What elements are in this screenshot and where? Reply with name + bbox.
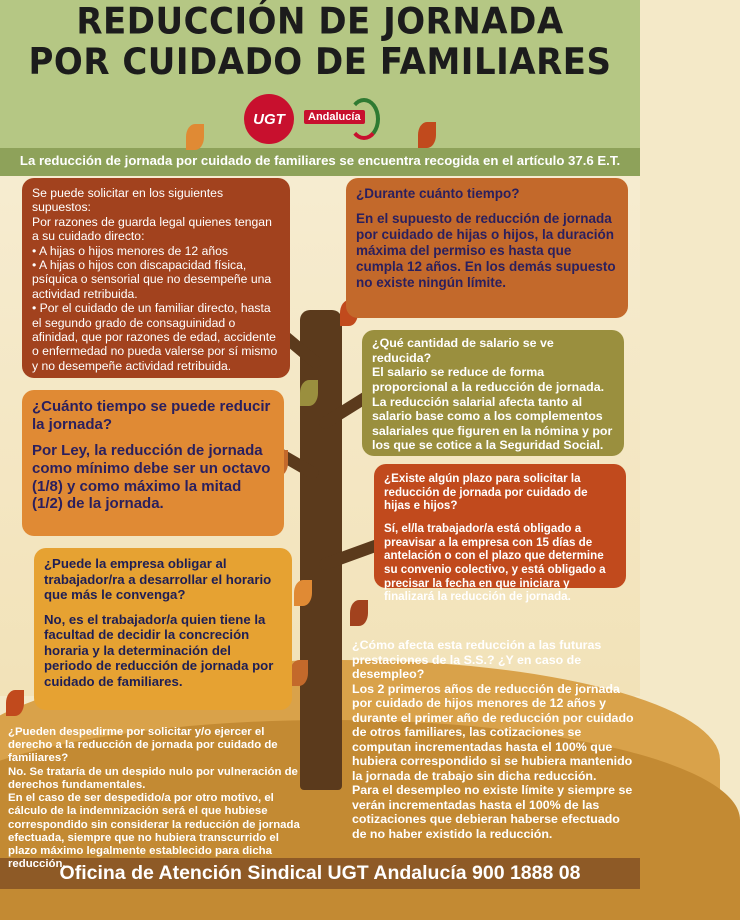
leaf <box>300 380 318 406</box>
cuanto-answer: Por Ley, la reducción de jornada como mínimo debe ser un octavo (1/8) y como máximo la mitad (1/2) de la jornada. <box>32 442 271 513</box>
duracion-question: ¿Durante cuánto tiempo? <box>356 186 520 201</box>
salario-question: ¿Qué cantidad de salario se ve reducida? <box>372 336 554 365</box>
supuestos-bullet: • A hijas o hijos con discapacidad física, psíquica o sensorial que no desempeñe una actividad retribuida. <box>32 257 272 301</box>
andalucia-arc-icon <box>348 98 380 140</box>
prestaciones-answer-1: Los 2 primeros años de reducción de jornada por cuidado de hijos menores de 12 años y durante el primer año de reducción por cuidado de otros familiares, las cotizaciones se computan incrementadas hasta el 100% que hubiera correspondido si se hubiera mantenido la jornada de trabajo sin dicha reducción. <box>352 681 634 783</box>
salario-answer: El salario se reduce de forma proporcional a la reducción de jornada. La reducción salarial afecta tanto al salario base como a los complementos salariales que figuren en la nómina y por los que se cotice a la Seguridad Social. <box>372 365 613 453</box>
leaf <box>294 580 312 606</box>
box-salario <box>362 330 624 456</box>
leaf <box>418 122 436 148</box>
section-prestaciones <box>352 638 634 841</box>
ugt-logo-icon: UGT <box>244 94 294 144</box>
box-supuestos <box>22 178 290 378</box>
supuestos-line: Se puede solicitar en los siguientes supuestos: <box>32 186 224 215</box>
box-empresa <box>34 548 292 710</box>
logo-region-label: Andalucía <box>304 110 365 124</box>
leaf <box>186 124 204 150</box>
despido-question: ¿Pueden despedirme por solicitar y/o ejercer el derecho a la reducción de jornada por cuidado de familiares? <box>8 726 278 765</box>
prestaciones-question: ¿Cómo afecta esta reducción a las futuras prestaciones de la S.S.? ¿Y en caso de desempleo? <box>352 638 602 681</box>
subtitle: La reducción de jornada por cuidado de familiares se encuentra recogida en el artículo 37.6 E.T. <box>19 153 621 168</box>
supuestos-bullet: • A hijas o hijos menores de 12 años <box>32 243 229 258</box>
despido-answer-2: En el caso de ser despedido/a por otro motivo, el cálculo de la indemnización será el que hubiese correspondido sin considerar la reducción de jornada efectuada, siempre que no hubiera transcurrido el plazo máximo legalmente establecido para dicha reducción. <box>8 792 300 871</box>
footer-contact: Oficina de Atención Sindical UGT Andalucía 900 1888 08 <box>59 862 581 884</box>
cuanto-question: ¿Cuánto tiempo se puede reducir la jornada? <box>32 398 271 433</box>
page-title <box>0 2 640 83</box>
duracion-answer: En el supuesto de reducción de jornada por cuidado de hijas o hijos, la duración máxima del permiso es hasta que cumpla 12 años. En los demás supuesto no existe ningún límite. <box>356 210 616 290</box>
empresa-question: ¿Puede la empresa obligar al trabajador/ra a desarrollar el horario que más le convenga? <box>44 556 272 603</box>
leaf <box>290 660 308 686</box>
box-duracion <box>346 178 628 318</box>
plazo-answer: Sí, el/la trabajador/a está obligado a preavisar a la empresa con 15 días de antelación o con el plazo que determine su convenio colectivo, y está obligado a precisar la fecha en que iniciara y finalizará la reducción de jornada. <box>384 522 606 604</box>
prestaciones-answer-2: Para el desempleo no existe límite y siempre se verán incrementadas hasta el 100% de las cotizaciones que debieran haberse efectuado de no haber existido la reducción. <box>352 783 633 841</box>
supuestos-line: Por razones de guarda legal quienes tengan a su cuidado directo: <box>32 214 272 244</box>
box-cuanto-tiempo <box>22 390 284 536</box>
title-line-2: POR CUIDADO DE FAMILIARES <box>28 40 612 84</box>
section-despido <box>8 726 308 871</box>
empresa-answer: No, es el trabajador/a quien tiene la facultad de decidir la concreción horaria y la determinación del periodo de reducción de jornada por cuidado de familiares. <box>44 611 274 690</box>
ugt-andalucia-logo <box>244 94 380 144</box>
box-plazo <box>374 464 626 604</box>
title-line-1: REDUCCIÓN DE JORNADA <box>76 0 564 44</box>
leaf <box>350 600 368 626</box>
supuestos-bullet: • Por el cuidado de un familiar directo, hasta el segundo grado de consaguinidad o afinidad, que por razones de edad, accidente o enfermedad no pueda valerse por sí mismo y no desempeñe actividad retribuida. <box>32 301 278 373</box>
leaf <box>6 690 24 716</box>
plazo-question: ¿Existe algún plazo para solicitar la reducción de jornada por cuidado de hijas e hijos? <box>384 472 588 513</box>
despido-answer-1: No. Se trataría de un despido nulo por vulneración de derechos fundamentales. <box>8 765 298 791</box>
